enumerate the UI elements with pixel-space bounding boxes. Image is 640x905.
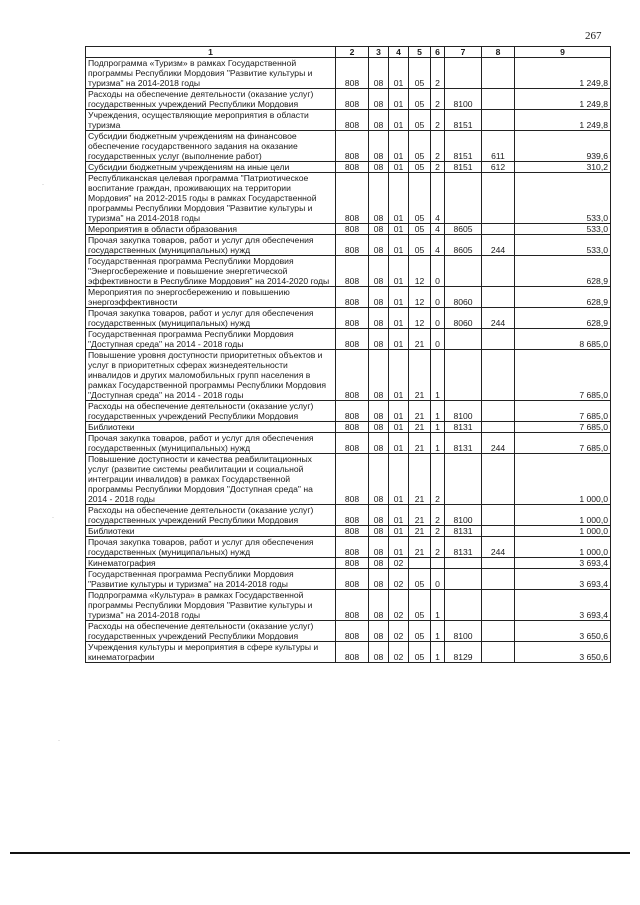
row-subprogram-code: 2 xyxy=(431,162,445,173)
row-description: Государственная программа Республики Мордовия "Доступная среда" на 2014 - 2018 годы xyxy=(86,329,336,350)
row-amount: 7 685,0 xyxy=(515,401,611,422)
page-bottom-rule xyxy=(10,852,630,854)
row-item-code: 8131 xyxy=(445,422,482,433)
row-item-code: 8129 xyxy=(445,642,482,663)
row-description: Библиотеки xyxy=(86,422,336,433)
row-program-code: 21 xyxy=(409,433,431,454)
row-ministry-code: 808 xyxy=(336,621,369,642)
table-row xyxy=(86,569,611,590)
row-amount: 3 693,4 xyxy=(515,590,611,621)
row-section-code: 08 xyxy=(369,224,389,235)
table-row xyxy=(86,621,611,642)
row-ministry-code: 808 xyxy=(336,173,369,224)
row-program-code: 05 xyxy=(409,224,431,235)
column-header: 5 xyxy=(409,47,431,58)
row-subsection-code: 02 xyxy=(389,590,409,621)
row-ministry-code: 808 xyxy=(336,454,369,505)
row-description: Государственная программа Республики Мордовия "Развитие культуры и туризма" на 2014-2018 годы xyxy=(86,569,336,590)
row-subprogram-code: 0 xyxy=(431,308,445,329)
row-section-code: 08 xyxy=(369,235,389,256)
row-expense-type xyxy=(482,256,515,287)
row-section-code: 08 xyxy=(369,350,389,401)
row-section-code: 08 xyxy=(369,505,389,526)
table-row xyxy=(86,642,611,663)
row-amount: 628,9 xyxy=(515,287,611,308)
row-program-code: 05 xyxy=(409,58,431,89)
row-ministry-code: 808 xyxy=(336,537,369,558)
row-section-code: 08 xyxy=(369,642,389,663)
row-program-code: 21 xyxy=(409,329,431,350)
row-subprogram-code: 0 xyxy=(431,329,445,350)
row-amount: 3 693,4 xyxy=(515,569,611,590)
row-section-code: 08 xyxy=(369,569,389,590)
row-item-code: 8060 xyxy=(445,308,482,329)
row-description: Прочая закупка товаров, работ и услуг для обеспечения государственных (муниципальных) нужд xyxy=(86,308,336,329)
row-program-code: 12 xyxy=(409,308,431,329)
row-ministry-code: 808 xyxy=(336,308,369,329)
row-item-code xyxy=(445,256,482,287)
row-expense-type xyxy=(482,454,515,505)
row-program-code: 21 xyxy=(409,401,431,422)
row-expense-type xyxy=(482,590,515,621)
row-subsection-code: 01 xyxy=(389,110,409,131)
row-ministry-code: 808 xyxy=(336,162,369,173)
row-expense-type xyxy=(482,621,515,642)
row-subprogram-code: 4 xyxy=(431,173,445,224)
table-row xyxy=(86,131,611,162)
row-item-code: 8131 xyxy=(445,526,482,537)
row-section-code: 08 xyxy=(369,401,389,422)
column-header: 7 xyxy=(445,47,482,58)
table-row xyxy=(86,162,611,173)
row-expense-type xyxy=(482,526,515,537)
row-ministry-code: 808 xyxy=(336,131,369,162)
row-amount: 3 650,6 xyxy=(515,642,611,663)
row-program-code: 12 xyxy=(409,287,431,308)
table-row xyxy=(86,256,611,287)
row-item-code xyxy=(445,454,482,505)
row-subsection-code: 01 xyxy=(389,329,409,350)
row-description: Подпрограмма «Культура» в рамках Государственной программы Республики Мордовия "Развитие культуры и туризма" на 2014-2018 годы xyxy=(86,590,336,621)
row-amount: 3 650,6 xyxy=(515,621,611,642)
column-header: 3 xyxy=(369,47,389,58)
row-item-code: 8151 xyxy=(445,110,482,131)
row-description: Прочая закупка товаров, работ и услуг для обеспечения государственных (муниципальных) нужд xyxy=(86,433,336,454)
row-expense-type xyxy=(482,329,515,350)
row-subprogram-code: 2 xyxy=(431,505,445,526)
row-subsection-code: 01 xyxy=(389,173,409,224)
row-subsection-code: 01 xyxy=(389,433,409,454)
row-subprogram-code xyxy=(431,558,445,569)
row-subprogram-code: 1 xyxy=(431,401,445,422)
row-subprogram-code: 2 xyxy=(431,454,445,505)
row-subprogram-code: 0 xyxy=(431,287,445,308)
row-program-code: 05 xyxy=(409,173,431,224)
row-subprogram-code: 2 xyxy=(431,131,445,162)
row-section-code: 08 xyxy=(369,526,389,537)
row-ministry-code: 808 xyxy=(336,590,369,621)
row-amount: 1 249,8 xyxy=(515,110,611,131)
table-row xyxy=(86,590,611,621)
row-subprogram-code: 2 xyxy=(431,58,445,89)
row-amount: 533,0 xyxy=(515,235,611,256)
row-amount: 1 249,8 xyxy=(515,89,611,110)
row-subsection-code: 01 xyxy=(389,350,409,401)
row-subprogram-code: 4 xyxy=(431,224,445,235)
row-program-code: 05 xyxy=(409,621,431,642)
column-header: 9 xyxy=(515,47,611,58)
row-program-code: 05 xyxy=(409,590,431,621)
row-description: Библиотеки xyxy=(86,526,336,537)
row-subsection-code: 02 xyxy=(389,558,409,569)
row-subsection-code: 01 xyxy=(389,162,409,173)
row-item-code: 8151 xyxy=(445,131,482,162)
row-ministry-code: 808 xyxy=(336,642,369,663)
row-section-code: 08 xyxy=(369,537,389,558)
row-program-code: 05 xyxy=(409,642,431,663)
budget-table xyxy=(85,46,611,663)
row-expense-type xyxy=(482,58,515,89)
row-subprogram-code: 2 xyxy=(431,89,445,110)
table-row xyxy=(86,537,611,558)
row-amount: 310,2 xyxy=(515,162,611,173)
row-description: Повышение уровня доступности приоритетных объектов и услуг в приоритетных сферах жизнедеятельности инвалидов и других маломобильных групп населения в рамках Государственной программы Республики Мордовия "Доступная среда" на 2014 - 2018 годы xyxy=(86,350,336,401)
row-section-code: 08 xyxy=(369,558,389,569)
row-subsection-code: 01 xyxy=(389,89,409,110)
row-program-code: 05 xyxy=(409,131,431,162)
table-row xyxy=(86,401,611,422)
row-expense-type xyxy=(482,569,515,590)
column-header: 2 xyxy=(336,47,369,58)
row-subprogram-code: 1 xyxy=(431,350,445,401)
row-item-code xyxy=(445,569,482,590)
row-subsection-code: 01 xyxy=(389,287,409,308)
row-subsection-code: 01 xyxy=(389,256,409,287)
table-row xyxy=(86,173,611,224)
row-amount: 628,9 xyxy=(515,256,611,287)
row-ministry-code: 808 xyxy=(336,287,369,308)
table-row xyxy=(86,58,611,89)
row-description: Субсидии бюджетным учреждениям на иные цели xyxy=(86,162,336,173)
table-row xyxy=(86,235,611,256)
row-section-code: 08 xyxy=(369,329,389,350)
row-expense-type: 611 xyxy=(482,131,515,162)
row-expense-type xyxy=(482,558,515,569)
scan-speck: · xyxy=(52,515,54,521)
table-row xyxy=(86,505,611,526)
row-expense-type xyxy=(482,224,515,235)
row-item-code: 8151 xyxy=(445,162,482,173)
column-header: 1 xyxy=(86,47,336,58)
row-ministry-code: 808 xyxy=(336,422,369,433)
row-description: Расходы на обеспечение деятельности (оказание услуг) государственных учреждений Республики Мордовия xyxy=(86,505,336,526)
row-ministry-code: 808 xyxy=(336,235,369,256)
row-subsection-code: 01 xyxy=(389,131,409,162)
row-ministry-code: 808 xyxy=(336,329,369,350)
row-description: Республиканская целевая программа "Патриотическое воспитание граждан, проживающих на территории Мордовия" на 2012-2015 годы в рамках Государственной программы Республики Мордовия "Развитие культуры и туризма" на 2014-2018 годы xyxy=(86,173,336,224)
row-description: Кинематография xyxy=(86,558,336,569)
table-row xyxy=(86,110,611,131)
row-item-code: 8100 xyxy=(445,89,482,110)
row-program-code: 21 xyxy=(409,422,431,433)
row-section-code: 08 xyxy=(369,173,389,224)
row-item-code xyxy=(445,590,482,621)
row-amount: 7 685,0 xyxy=(515,433,611,454)
row-item-code xyxy=(445,173,482,224)
row-description: Мероприятия в области образования xyxy=(86,224,336,235)
row-amount: 939,6 xyxy=(515,131,611,162)
row-expense-type xyxy=(482,110,515,131)
row-description: Повышение доступности и качества реабилитационных услуг (развитие системы реабилитации и социальной интеграции инвалидов) в рамках Государственной программы Республики Мордовия "Доступная среда" на 2014 - 2018 годы xyxy=(86,454,336,505)
row-expense-type: 612 xyxy=(482,162,515,173)
row-expense-type xyxy=(482,287,515,308)
row-expense-type xyxy=(482,173,515,224)
row-expense-type xyxy=(482,401,515,422)
row-description: Субсидии бюджетным учреждениям на финансовое обеспечение государственного задания на оказание государственных услуг (выполнение работ) xyxy=(86,131,336,162)
row-section-code: 08 xyxy=(369,308,389,329)
row-ministry-code: 808 xyxy=(336,401,369,422)
row-subprogram-code: 1 xyxy=(431,590,445,621)
scan-speck: · xyxy=(58,738,60,744)
row-ministry-code: 808 xyxy=(336,526,369,537)
row-item-code xyxy=(445,350,482,401)
row-program-code: 21 xyxy=(409,526,431,537)
table-row xyxy=(86,558,611,569)
row-amount: 8 685,0 xyxy=(515,329,611,350)
row-expense-type xyxy=(482,422,515,433)
row-description: Государственная программа Республики Мордовия "Энергосбережение и повышение энергетической эффективности в Республике Мордовия" на 2014-2020 годы xyxy=(86,256,336,287)
row-subprogram-code: 1 xyxy=(431,621,445,642)
row-program-code: 12 xyxy=(409,256,431,287)
row-subsection-code: 01 xyxy=(389,58,409,89)
row-subprogram-code: 2 xyxy=(431,537,445,558)
row-ministry-code: 808 xyxy=(336,350,369,401)
row-item-code: 8100 xyxy=(445,401,482,422)
row-subsection-code: 01 xyxy=(389,422,409,433)
row-ministry-code: 808 xyxy=(336,58,369,89)
table-row xyxy=(86,287,611,308)
row-item-code: 8605 xyxy=(445,224,482,235)
row-expense-type xyxy=(482,89,515,110)
row-subprogram-code: 0 xyxy=(431,569,445,590)
row-subprogram-code: 2 xyxy=(431,110,445,131)
row-subsection-code: 01 xyxy=(389,505,409,526)
row-section-code: 08 xyxy=(369,256,389,287)
row-program-code: 21 xyxy=(409,454,431,505)
row-section-code: 08 xyxy=(369,621,389,642)
row-subprogram-code: 4 xyxy=(431,235,445,256)
row-ministry-code: 808 xyxy=(336,569,369,590)
row-amount: 1 000,0 xyxy=(515,526,611,537)
row-subsection-code: 01 xyxy=(389,308,409,329)
row-subprogram-code: 1 xyxy=(431,433,445,454)
row-item-code: 8100 xyxy=(445,505,482,526)
row-description: Прочая закупка товаров, работ и услуг для обеспечения государственных (муниципальных) нужд xyxy=(86,537,336,558)
row-subsection-code: 01 xyxy=(389,235,409,256)
table-row xyxy=(86,308,611,329)
row-ministry-code: 808 xyxy=(336,89,369,110)
row-subsection-code: 02 xyxy=(389,621,409,642)
row-amount: 1 000,0 xyxy=(515,537,611,558)
row-subsection-code: 02 xyxy=(389,642,409,663)
row-expense-type: 244 xyxy=(482,308,515,329)
row-program-code: 05 xyxy=(409,235,431,256)
row-subsection-code: 01 xyxy=(389,224,409,235)
row-item-code xyxy=(445,58,482,89)
row-description: Прочая закупка товаров, работ и услуг для обеспечения государственных (муниципальных) нужд xyxy=(86,235,336,256)
row-amount: 3 693,4 xyxy=(515,558,611,569)
row-subsection-code: 01 xyxy=(389,526,409,537)
row-expense-type: 244 xyxy=(482,433,515,454)
row-subprogram-code: 2 xyxy=(431,526,445,537)
table-body xyxy=(86,58,611,663)
row-program-code: 21 xyxy=(409,350,431,401)
row-ministry-code: 808 xyxy=(336,224,369,235)
table-row xyxy=(86,350,611,401)
scan-speck: · xyxy=(42,182,44,188)
row-section-code: 08 xyxy=(369,110,389,131)
column-header: 4 xyxy=(389,47,409,58)
row-section-code: 08 xyxy=(369,89,389,110)
row-amount: 628,9 xyxy=(515,308,611,329)
row-expense-type: 244 xyxy=(482,235,515,256)
row-item-code: 8131 xyxy=(445,537,482,558)
row-program-code: 21 xyxy=(409,537,431,558)
row-description: Расходы на обеспечение деятельности (оказание услуг) государственных учреждений Республики Мордовия xyxy=(86,401,336,422)
row-program-code: 05 xyxy=(409,569,431,590)
row-item-code xyxy=(445,558,482,569)
table-row xyxy=(86,422,611,433)
row-item-code xyxy=(445,329,482,350)
row-expense-type xyxy=(482,350,515,401)
row-item-code: 8131 xyxy=(445,433,482,454)
row-expense-type: 244 xyxy=(482,537,515,558)
row-subprogram-code: 0 xyxy=(431,256,445,287)
row-amount: 1 000,0 xyxy=(515,505,611,526)
row-subsection-code: 01 xyxy=(389,401,409,422)
row-amount: 533,0 xyxy=(515,173,611,224)
page-number: 267 xyxy=(585,30,602,42)
table-row xyxy=(86,454,611,505)
row-item-code: 8605 xyxy=(445,235,482,256)
table-header-row xyxy=(86,47,611,58)
row-program-code xyxy=(409,558,431,569)
row-subsection-code: 02 xyxy=(389,569,409,590)
row-amount: 7 685,0 xyxy=(515,350,611,401)
row-section-code: 08 xyxy=(369,422,389,433)
row-subprogram-code: 1 xyxy=(431,422,445,433)
row-description: Подпрограмма «Туризм» в рамках Государственной программы Республики Мордовия "Развитие культуры и туризма" на 2014-2018 годы xyxy=(86,58,336,89)
column-header: 6 xyxy=(431,47,445,58)
row-item-code: 8060 xyxy=(445,287,482,308)
row-section-code: 08 xyxy=(369,433,389,454)
row-amount: 7 685,0 xyxy=(515,422,611,433)
table-row xyxy=(86,224,611,235)
table-row xyxy=(86,433,611,454)
row-section-code: 08 xyxy=(369,162,389,173)
row-amount: 1 000,0 xyxy=(515,454,611,505)
row-program-code: 05 xyxy=(409,162,431,173)
table-row xyxy=(86,89,611,110)
row-subsection-code: 01 xyxy=(389,537,409,558)
row-subprogram-code: 1 xyxy=(431,642,445,663)
column-header: 8 xyxy=(482,47,515,58)
row-description: Учреждения, осуществляющие мероприятия в области туризма xyxy=(86,110,336,131)
row-description: Мероприятия по энергосбережению и повышению энергоэффективности xyxy=(86,287,336,308)
row-ministry-code: 808 xyxy=(336,505,369,526)
table-row xyxy=(86,329,611,350)
row-expense-type xyxy=(482,505,515,526)
row-description: Расходы на обеспечение деятельности (оказание услуг) государственных учреждений Республики Мордовия xyxy=(86,621,336,642)
row-ministry-code: 808 xyxy=(336,433,369,454)
table-row xyxy=(86,526,611,537)
row-program-code: 21 xyxy=(409,505,431,526)
row-program-code: 05 xyxy=(409,89,431,110)
row-ministry-code: 808 xyxy=(336,256,369,287)
row-section-code: 08 xyxy=(369,131,389,162)
row-expense-type xyxy=(482,642,515,663)
row-item-code: 8100 xyxy=(445,621,482,642)
row-section-code: 08 xyxy=(369,58,389,89)
row-ministry-code: 808 xyxy=(336,110,369,131)
row-section-code: 08 xyxy=(369,590,389,621)
row-amount: 1 249,8 xyxy=(515,58,611,89)
row-description: Расходы на обеспечение деятельности (оказание услуг) государственных учреждений Республики Мордовия xyxy=(86,89,336,110)
row-section-code: 08 xyxy=(369,454,389,505)
row-subsection-code: 01 xyxy=(389,454,409,505)
row-section-code: 08 xyxy=(369,287,389,308)
row-amount: 533,0 xyxy=(515,224,611,235)
row-ministry-code: 808 xyxy=(336,558,369,569)
row-description: Учреждения культуры и мероприятия в сфере культуры и кинематографии xyxy=(86,642,336,663)
row-program-code: 05 xyxy=(409,110,431,131)
